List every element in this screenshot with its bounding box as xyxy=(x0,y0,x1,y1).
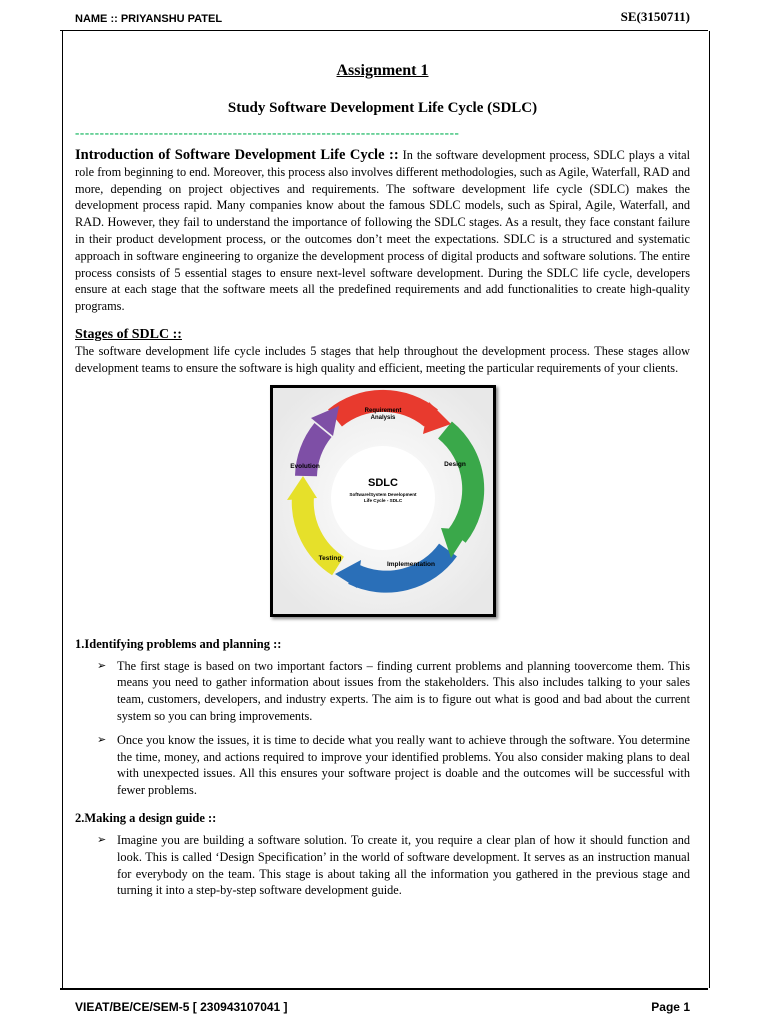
section1-heading: 1.Identifying problems and planning :: xyxy=(75,636,282,651)
page-header xyxy=(75,7,690,29)
assignment-subtitle: Study Software Development Life Cycle (SDLC) xyxy=(227,100,538,116)
section1-list xyxy=(75,658,690,799)
intro-heading: Introduction of Software Development Life Cycle :: xyxy=(75,147,399,163)
list-item: ➢ Imagine you are building a software solution. To create it, you require a clear plan of how it should function and look. This is called ‘Design Specification’ in the world of software development. It serves as an instruction manual for everybody on the team. This stage is about taking all the information you gathered in the previous stage and turning it into a step-by-step software development guide. xyxy=(97,832,690,898)
page-body xyxy=(75,56,690,906)
sdlc-diagram xyxy=(270,385,496,617)
intro-paragraph xyxy=(75,147,690,315)
page-number: Page 1 xyxy=(651,1000,690,1014)
bullet-arrow-icon: ➢ xyxy=(97,658,107,672)
footer-id: VIEAT/BE/CE/SEM-5 [ 230943107041 ] xyxy=(75,1000,288,1014)
assignment-title: Assignment 1 xyxy=(336,62,429,79)
student-name: NAME :: PRIYANSHU PATEL xyxy=(75,13,223,25)
bullet-arrow-icon: ➢ xyxy=(97,832,107,846)
section2-list xyxy=(75,832,690,899)
label-design: Design xyxy=(443,460,466,468)
intro-text: In the software development process, SDLC plays a vital role from beginning to end. Moreover, this process also involves different methodologies, such as Agile, Waterfall, RAD and more, depending on project objectives and requirements. The software development life cycle (SDLC) makes the development process rapid. Many companies know about the famous SDLC models, such as Spiral, Agile, Waterfall, and RAD. However, they fail to understand the importance of following the SDLC stages. As a result, they face constant failure in their product development process, or the outcomes don’t meet the expectations. SDLC is a structured and systematic approach in software engineering to organize the development process of digital products and software solutions. The entire process consists of 5 essential stages to ensure next-level software development. During the SDLC life cycle, developers ensure at each stage that the software meets all the predefined requirements and add functionalities to create high-quality programs. xyxy=(75,148,690,314)
list-item: ➢ Once you know the issues, it is time to decide what you really want to achieve through the software. You determine the time, money, and actions required to improve your identified problems. You also consider making plans to deal with unexpected issues. All this ensures your software project is doable and the outcomes will be successful with fewer problems. xyxy=(97,732,690,798)
label-requirement-1: Requirement xyxy=(364,407,401,414)
course-code: SE(3150711) xyxy=(620,9,690,24)
page-footer xyxy=(75,994,690,1014)
center-subtitle-1: Software/System Development xyxy=(348,491,417,497)
bullet-arrow-icon: ➢ xyxy=(97,732,107,746)
label-implementation: Implementation xyxy=(386,560,435,568)
label-testing: Testing xyxy=(318,554,341,562)
label-requirement-2: Analysis xyxy=(370,414,395,421)
center-title: SDLC xyxy=(367,476,398,489)
stages-paragraph: The software development life cycle includes 5 stages that help throughout the development process. These stages allow development teams to ensure the software is high quality and efficient, meeting the particular requirements of your clients. xyxy=(75,343,690,375)
divider: ------------------------------------------------------------------------------ xyxy=(75,125,460,140)
center-subtitle-2: Life Cycle - SDLC xyxy=(363,497,402,503)
stages-heading: Stages of SDLC :: xyxy=(75,326,182,342)
list-item: ➢ The first stage is based on two important factors – finding current problems and planning toovercome them. This means you need to gather information about issues from the stakeholders. This also includes talking to your sales team, customers, developers, and industry experts. The aim is to figure out what is good and bad about the current system so you can bring improvements. xyxy=(97,658,690,723)
label-evolution: Evolution xyxy=(289,462,320,470)
sdlc-cycle-graphic xyxy=(273,388,493,614)
section2-heading: 2.Making a design guide :: xyxy=(75,810,217,825)
footer-rule xyxy=(60,988,708,990)
